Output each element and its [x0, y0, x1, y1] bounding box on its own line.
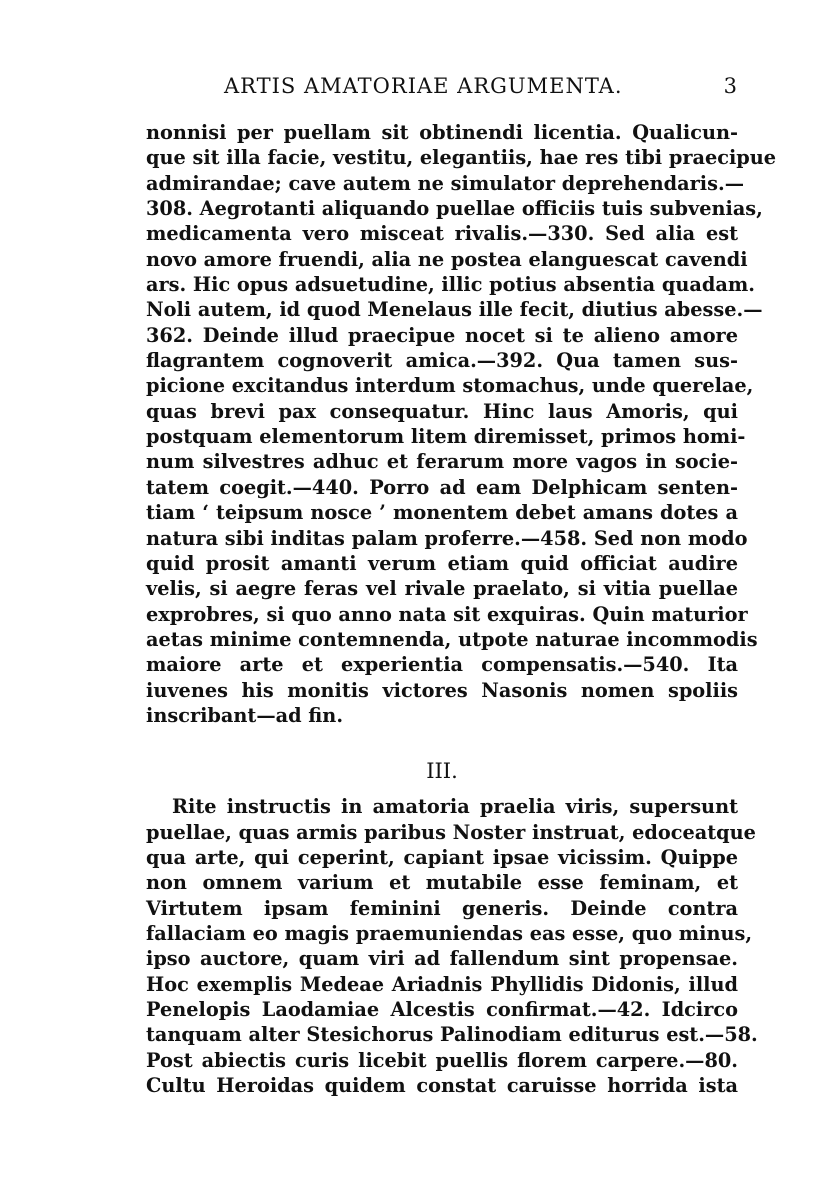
text-line: fallaciam eo magis praemuniendas eas esse, quo minus, [146, 921, 753, 945]
text-line: tatem coegit.—440. Porro ad eam Delphicam senten- [146, 475, 738, 499]
text-line: ars. Hic opus adsuetudine, illic potius absentia quadam. [146, 273, 755, 297]
text-line: tiam ‘ teipsum nosce ’ monentem debet amans dotes a [146, 501, 738, 525]
section-heading: III. [426, 759, 458, 784]
text-line: Rite instructis in amatoria praelia viris, supersunt [172, 795, 738, 819]
text-line: 308. Aegrotanti aliquando puellae officiis tuis subvenias, [146, 197, 763, 221]
text-line: aetas minime contemnenda, utpote naturae incommodis [146, 627, 758, 651]
text-line: num silvestres adhuc et ferarum more vagos in socie- [146, 450, 738, 474]
text-line: postquam elementorum litem diremisset, primos homi- [146, 425, 746, 449]
book-page [146, 72, 777, 1098]
page-number: 3 [723, 74, 738, 98]
text-line: admirandae; cave autem ne simulator deprehendaris.— [146, 171, 744, 195]
text-line: nonnisi per puellam sit obtinendi licentia. Qualicun- [146, 121, 738, 144]
text-line: picione excitandus interdum stomachus, unde querelae, [146, 374, 754, 398]
text-line: exprobres, si quo anno nata sit exquiras. Quin maturior [146, 602, 748, 626]
text-line: natura sibi inditas palam proferre.—458. Sed non modo [146, 526, 748, 550]
text-line: ipso auctore, quam viri ad fallendum sint propensae. [146, 947, 738, 971]
text-line: Virtutem ipsam feminini generis. Deinde contra [146, 896, 738, 920]
text-line: velis, si aegre feras vel rivale praelato, si vitia puellae [146, 577, 738, 601]
text-line: puellae, quas armis paribus Noster instruat, edoceatque [146, 820, 756, 844]
text-line: quas brevi pax consequatur. Hinc laus Amoris, qui [146, 399, 738, 423]
text-line: Penelopis Laodamiae Alcestis confirmat.—42. Idcirco [146, 998, 738, 1021]
text-line: iuvenes his monitis victores Nasonis nomen spoliis [146, 678, 738, 702]
text-line: maiore arte et experientia compensatis.—540. Ita [146, 653, 738, 677]
text-line: 362. Deinde illud praecipue nocet si te alieno amore [146, 323, 738, 347]
text-line: Post abiectis curis licebit puellis florem carpere.—80. [146, 1048, 738, 1072]
text-line: Hoc exemplis Medeae Ariadnis Phyllidis Didonis, illud [146, 972, 738, 996]
text-line: medicamenta vero misceat rivalis.—330. Sed alia est [146, 222, 738, 246]
argument-paragraph-continued [146, 120, 777, 728]
text-line: qua arte, qui ceperint, capiant ipsae vicissim. Quippe [146, 845, 738, 869]
running-head [146, 72, 738, 104]
text-line: Cultu Heroidas quidem constat caruisse horrida ista [146, 1074, 738, 1098]
text-line: Noli autem, id quod Menelaus ille fecit, diutius abesse.— [146, 298, 763, 322]
text-line: inscribant—ad fin. [146, 703, 344, 727]
text-line: non omnem varium et mutabile esse feminam, et [146, 871, 738, 895]
argument-paragraph-book-three [146, 794, 758, 1098]
text-line: quid prosit amanti verum etiam quid officiat audire [146, 551, 738, 575]
text-line: flagrantem cognoverit amica.—392. Qua tamen sus- [146, 349, 738, 373]
text-line: tanquam alter Stesichorus Palinodiam editurus est.—58. [146, 1023, 758, 1047]
running-title: ARTIS AMATORIAE ARGUMENTA. [224, 74, 623, 98]
text-line: novo amore fruendi, alia ne postea elanguescat cavendi [146, 247, 748, 271]
text-line: que sit illa facie, vestitu, elegantiis, hae res tibi praecipue [146, 146, 777, 170]
